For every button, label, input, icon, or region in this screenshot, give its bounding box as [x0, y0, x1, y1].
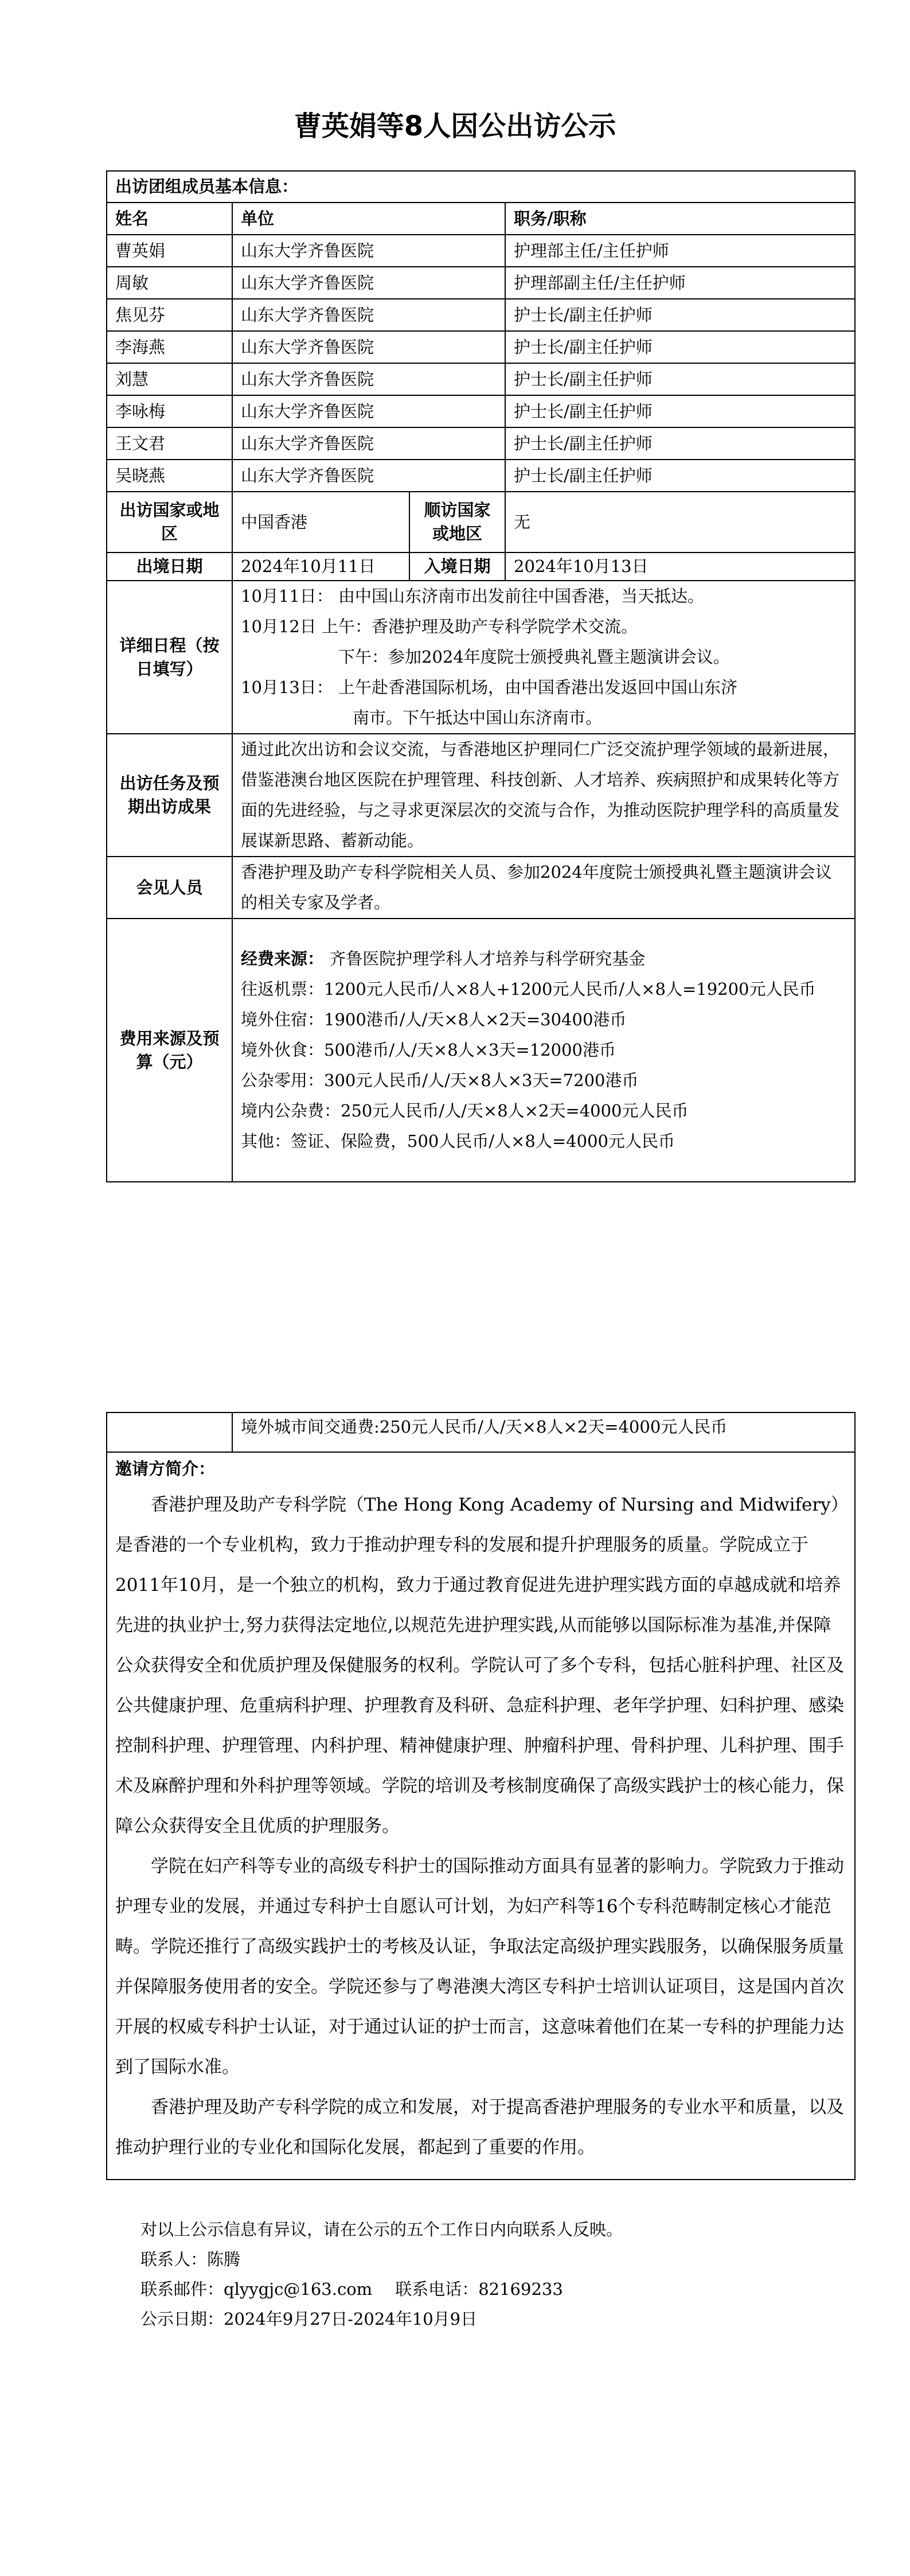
member-position: 护士长/副主任护师	[505, 395, 855, 427]
meet-label: 会见人员	[107, 857, 232, 919]
member-unit: 山东大学齐鲁医院	[232, 235, 505, 267]
member-name: 焦见芬	[107, 299, 232, 331]
exit-date-label: 出境日期	[107, 552, 232, 581]
col-position-header: 职务/职称	[505, 203, 855, 235]
schedule-content	[232, 581, 855, 734]
member-name: 周敏	[107, 267, 232, 299]
member-row	[107, 331, 855, 363]
via-label: 顺访国家或地区	[409, 492, 505, 552]
member-unit: 山东大学齐鲁医院	[232, 395, 505, 427]
member-position: 护理部副主任/主任护师	[505, 267, 855, 299]
member-unit: 山东大学齐鲁医院	[232, 427, 505, 460]
members-header: 出访团组成员基本信息：	[107, 171, 855, 203]
contact-email: 联系邮件：qlyygjc@163.com	[140, 2279, 373, 2299]
tasks-label: 出访任务及预期出访成果	[107, 734, 232, 857]
intro-paragraph: 香港护理及助产专科学院（The Hong Kong Academy of Nursing and Midwifery）是香港的一个专业机构，致力于推动护理专科的发展和提升护理服务的质量。学院成立于2011年10月，是一个独立的机构，致力于通过教育促进先进护理实践方面的卓越成就和培养先进的执业护士,努力获得法定地位,以规范先进护理实践,从而能够以国际标准为基准,并保障公众获得安全和优质护理及保健服务的权利。学院认可了多个专科，包括心脏科护理、社区及公共健康护理、危重病科护理、护理教育及科研、急症科护理、老年学护理、妇科护理、感染控制科护理、护理管理、内科护理、精神健康护理、肿瘤科护理、骨科护理、儿科护理、围手术及麻醉护理和外科护理等领域。学院的培训及考核制度确保了高级实践护士的核心能力，保障公众获得安全且优质的护理服务。	[115, 1495, 844, 1836]
member-unit: 山东大学齐鲁医院	[232, 460, 505, 492]
member-position: 护士长/副主任护师	[505, 331, 855, 363]
member-name: 曹英娟	[107, 235, 232, 267]
schedule-line: 10月12日 上午：香港护理及助产专科学院学术交流。	[241, 617, 638, 636]
budget-label: 费用来源及预算（元）	[107, 919, 232, 1182]
member-name: 李海燕	[107, 331, 232, 363]
member-position: 护理部主任/主任护师	[505, 235, 855, 267]
contact-phone: 联系电话：82169233	[395, 2279, 563, 2299]
member-row	[107, 427, 855, 460]
destination-value: 中国香港	[232, 492, 409, 552]
budget-item: 其他：签证、保险费，500人民币/人×8人=4000元人民币	[241, 1131, 675, 1151]
budget-item: 公杂零用：300元人民币/人/天×8人×3天=7200港币	[241, 1071, 639, 1090]
member-row	[107, 235, 855, 267]
entry-date-label: 入境日期	[409, 552, 505, 581]
member-position: 护士长/副主任护师	[505, 460, 855, 492]
member-position: 护士长/副主任护师	[505, 427, 855, 460]
member-name: 刘慧	[107, 363, 232, 395]
schedule-line: 南市。下午抵达中国山东济南市。	[353, 708, 603, 727]
publicity-period: 公示日期：2024年9月27日-2024年10月9日	[140, 2309, 478, 2329]
budget-item: 境外住宿：1900港币/人/天×8人×2天=30400港币	[241, 1010, 627, 1029]
member-name: 王文君	[107, 427, 232, 460]
member-name: 李咏梅	[107, 395, 232, 427]
col-unit-header: 单位	[232, 203, 505, 235]
footer-contact	[140, 2215, 910, 2334]
member-row	[107, 395, 855, 427]
objection-notice: 对以上公示信息有异议，请在公示的五个工作日内向联系人反映。	[140, 2220, 623, 2239]
page-title: 曹英娟等8人因公出访公示	[294, 110, 616, 142]
member-row	[107, 460, 855, 492]
schedule-line: 10月13日： 上午赴香港国际机场，由中国香港出发返回中国山东济	[241, 678, 738, 697]
delegation-table	[106, 170, 856, 1182]
entry-date-value: 2024年10月13日	[505, 552, 855, 581]
budget-content	[232, 919, 855, 1182]
contact-person: 联系人：陈腾	[140, 2250, 241, 2269]
member-unit: 山东大学齐鲁医院	[232, 299, 505, 331]
inviter-intro	[107, 1452, 855, 2180]
budget-item-continued: 境外城市间交通费:250元人民币/人/天×8人×2天=4000元人民币	[232, 1412, 855, 1452]
intro-paragraph: 香港护理及助产专科学院的成立和发展，对于提高香港护理服务的专业水平和质量，以及推动护理行业的专业化和国际化发展，都起到了重要的作用。	[115, 2097, 844, 2158]
budget-item: 境外伙食：500港币/人/天×8人×3天=12000港币	[241, 1040, 616, 1060]
exit-date-value: 2024年10月11日	[232, 552, 409, 581]
member-row	[107, 299, 855, 331]
via-value: 无	[505, 492, 855, 552]
budget-item: 境内公杂费：250元人民币/人/天×8人×2天=4000元人民币	[241, 1101, 689, 1120]
budget-source-label: 经费来源：	[241, 949, 325, 968]
schedule-label: 详细日程（按日填写）	[107, 581, 232, 734]
meet-text: 香港护理及助产专科学院相关人员、参加2024年度院士颁授典礼暨主题演讲会议的相关专家及学者。	[232, 857, 855, 919]
schedule-line: 10月11日： 由中国山东济南市出发前往中国香港，当天抵达。	[241, 586, 705, 606]
schedule-line: 下午：参加2024年度院士颁授典礼暨主题演讲会议。	[338, 647, 730, 667]
member-name: 吴晓燕	[107, 460, 232, 492]
member-row	[107, 363, 855, 395]
member-position: 护士长/副主任护师	[505, 363, 855, 395]
member-unit: 山东大学齐鲁医院	[232, 267, 505, 299]
intro-paragraph: 学院在妇产科等专业的高级专科护士的国际推动方面具有显著的影响力。学院致力于推动护理专业的发展，并通过专科护士自愿认可计划，为妇产科等16个专科范畴制定核心才能范畴。学院还推行了高级实践护士的考核及认证，争取法定高级护理实践服务，以确保服务质量并保障服务使用者的安全。学院还参与了粤港澳大湾区专科护士培训认证项目，这是国内首次开展的权威专科护士认证，对于通过认证的护士而言，这意味着他们在某一专科的护理能力达到了国际水准。	[115, 1856, 844, 2077]
member-unit: 山东大学齐鲁医院	[232, 331, 505, 363]
continued-table	[106, 1412, 856, 2180]
budget-item: 往返机票：1200元人民币/人×8人+1200元人民币/人×8人=19200元人民币	[241, 979, 816, 999]
destination-label: 出访国家或地区	[107, 492, 232, 552]
tasks-text: 通过此次出访和会议交流，与香港地区护理同仁广泛交流护理学领域的最新进展，借鉴港澳台地区医院在护理管理、科技创新、人才培养、疾病照护和成果转化等方面的先进经验，与之寻求更深层次的交流与合作，为推动医院护理学科的高质量发展谋新思路、蓄新动能。	[232, 734, 855, 857]
member-unit: 山东大学齐鲁医院	[232, 363, 505, 395]
budget-source-value: 齐鲁医院护理学科人才培养与科学研究基金	[324, 949, 646, 968]
member-position: 护士长/副主任护师	[505, 299, 855, 331]
member-row	[107, 267, 855, 299]
col-name-header: 姓名	[107, 203, 232, 235]
continued-label-cell	[107, 1412, 232, 1452]
intro-label: 邀请方简介：	[115, 1459, 216, 1478]
